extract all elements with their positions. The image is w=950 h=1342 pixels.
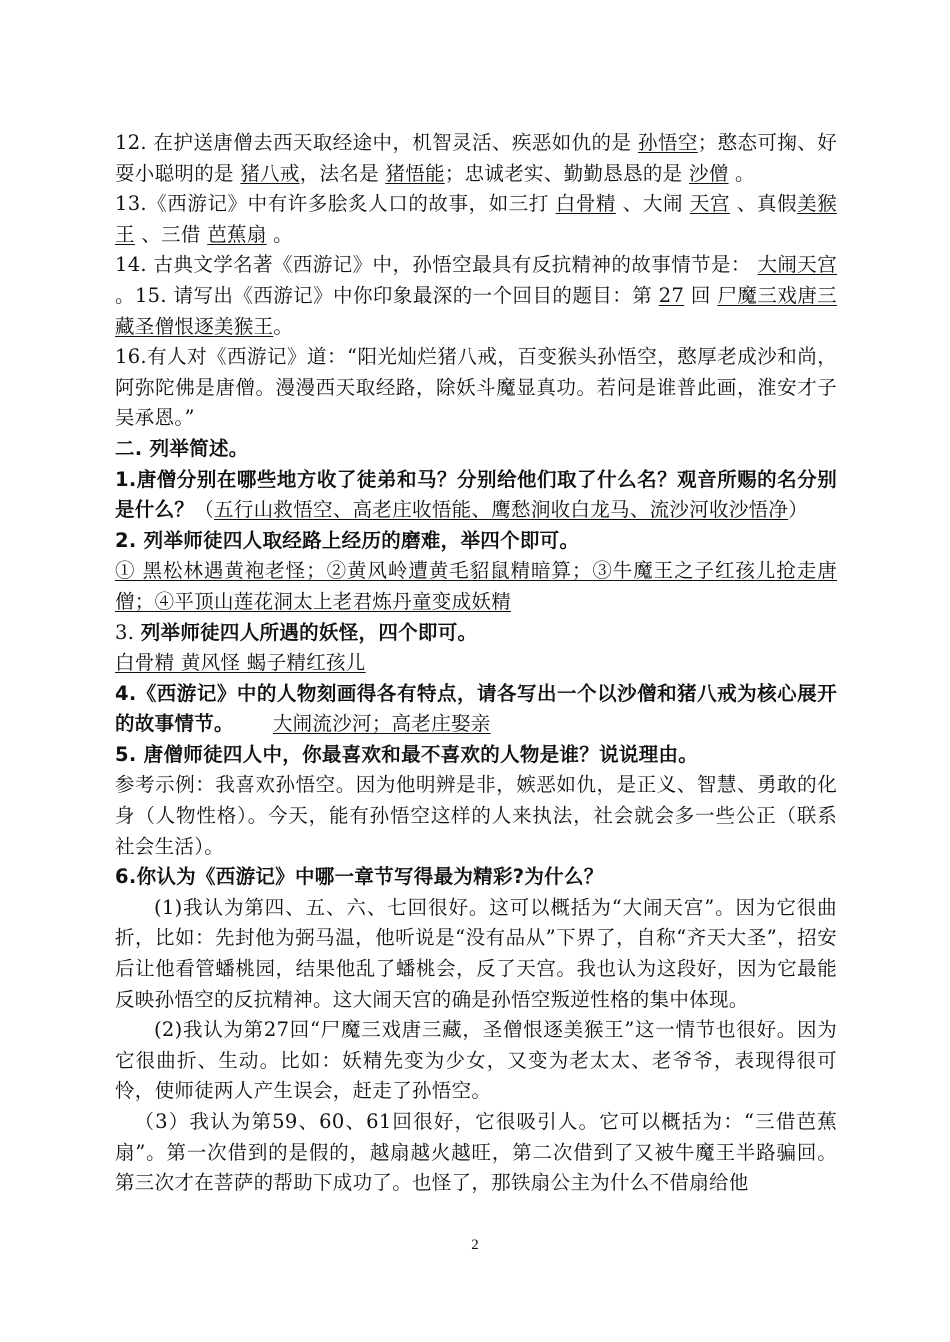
answer-blank: 猪八戒 bbox=[240, 161, 300, 185]
list-item-2-answer: ① 黑松林遇黄袍老怪；②黄风岭遭黄毛貂鼠精暗算；③牛魔王之子红孩儿抢走唐僧；④平顶山莲花洞太上老君炼丹童变成妖精 bbox=[115, 559, 837, 613]
answer-blank: 白骨精 bbox=[555, 192, 617, 216]
list-item-1: 1.唐僧分别在哪些地方收了徒弟和马？分别给他们取了什么名？观音所赐的名分别是什么？（五行山救悟空、高老庄收悟能、鹰愁涧收白龙马、流沙河收沙悟净） bbox=[115, 467, 837, 522]
question-text: 1.唐僧分别在哪些地方收了徒弟和马？分别给他们取了什么名？观音所赐的名分别是什么？ bbox=[115, 467, 837, 522]
answer-blank: 尸魔三戏唐三藏圣僧恨逐美猴王 bbox=[115, 283, 837, 338]
list-item-2-question: 2. 列举师徒四人取经路上经历的磨难，举四个即可。 bbox=[115, 528, 580, 552]
answer-blank: 沙僧 bbox=[688, 161, 729, 185]
list-item-6-answer-3: （3）我认为第59、60、61回很好，它很吸引人。它可以概括为：“三借芭蕉扇”。第一次借到的是假的，越扇越火越旺，第二次借到了又被牛魔王半路骗回。第三次才在菩萨的帮助下成功了。也怪了，那铁扇公主为什么不借扇给他 bbox=[115, 1110, 837, 1195]
question-16: 16.有人对《西游记》道：“阳光灿烂猪八戒，百变猴头孙悟空，憨厚老成沙和尚，阿弥陀佛是唐僧。漫漫西天取经路，除妖斗魔显真功。若问是谁普此画，淮安才子吴承恩。” bbox=[115, 345, 837, 430]
page-number: 2 bbox=[471, 1237, 479, 1253]
answer-blank: 大闹天宫 bbox=[757, 253, 837, 277]
question-13: 13.《西游记》中有许多脍炙人口的故事，如三打 白骨精 、大闹 天宫 、真假美猴王 、三借 芭蕉扇 。 bbox=[115, 192, 837, 246]
question-12: 12. 在护送唐僧去西天取经途中，机智灵活、疾恶如仇的是 孙悟空；憨态可掬、好耍小聪明的是 猪八戒，法名是 猪悟能；忠诚老实、勤勤恳恳的是 沙僧 。 bbox=[115, 131, 837, 185]
answer-blank: 猪悟能 bbox=[385, 161, 445, 185]
list-item-5-answer: 参考示例：我喜欢孙悟空。因为他明辨是非，嫉恶如仇，是正义、智慧、勇敢的化身（人物性格）。今天，能有孙悟空这样的人来执法，社会就会多一些公正（联系社会生活）。 bbox=[115, 773, 837, 858]
list-item-3-answer: 白骨精 黄风怪 蝎子精红孩儿 bbox=[115, 651, 366, 675]
answer-blank: 天宫 bbox=[689, 192, 731, 216]
question-text: 4.《西游记》中的人物刻画得各有特点，请各写出一个以沙僧和猪八戒为核心展开的故事情节。 bbox=[115, 681, 837, 736]
list-item-6-answer-2: (2)我认为第27回“尸魔三戏唐三藏，圣僧恨逐美猴王”这一情节也很好。因为它很曲折、生动。比如：妖精先变为少女，又变为老太太、老爷爷，表现得很可怜，使师徒两人产生误会，赶走了孙悟空。 bbox=[115, 1018, 837, 1103]
answer-text: 五行山救悟空、高老庄收悟能、鹰愁涧收白龙马、流沙河收沙悟净 bbox=[214, 498, 789, 522]
answer-blank: 27 bbox=[658, 283, 685, 307]
list-item-6-question: 6.你认为《西游记》中哪一章节写得最为精彩?为什么？ bbox=[115, 865, 604, 889]
list-item-5-question: 5. 唐僧师徒四人中，你最喜欢和最不喜欢的人物是谁？说说理由。 bbox=[115, 742, 699, 766]
answer-blank: 孙悟空 bbox=[638, 131, 698, 154]
answer-blank: 芭蕉扇 bbox=[207, 222, 267, 246]
section-heading: 二. 列举简述。 bbox=[115, 436, 249, 460]
answer-blank: 美猴王 bbox=[115, 192, 837, 246]
list-item-6-answer-1: (1)我认为第四、五、六、七回很好。这可以概括为“大闹天宫”。因为它很曲折，比如：先封他为弼马温，他听说是“没有品从”下界了，自称“齐天大圣”，招安后让他看管蟠桃园，结果他乱了蟠桃会，反了天宫。我也认为这段好，因为它最能反映孙悟空的反抗精神。这大闹天宫的确是孙悟空叛逆性格的集中体现。 bbox=[115, 895, 837, 1011]
list-item-4 bbox=[115, 679, 837, 740]
list-item-3-question: 3. 列举师徒四人所遇的妖怪，四个即可。 bbox=[115, 620, 478, 644]
question-14-15: 14. 古典文学名著《西游记》中，孙悟空最具有反抗精神的故事情节是： 大闹天宫 。15. 请写出《西游记》中你印象最深的一个回目的题目：第 27 回 尸魔三戏唐三藏圣僧恨逐美猴王。 bbox=[115, 253, 837, 338]
answer-text: 大闹流沙河；高老庄娶亲 bbox=[272, 712, 491, 736]
document-page bbox=[115, 128, 837, 1199]
